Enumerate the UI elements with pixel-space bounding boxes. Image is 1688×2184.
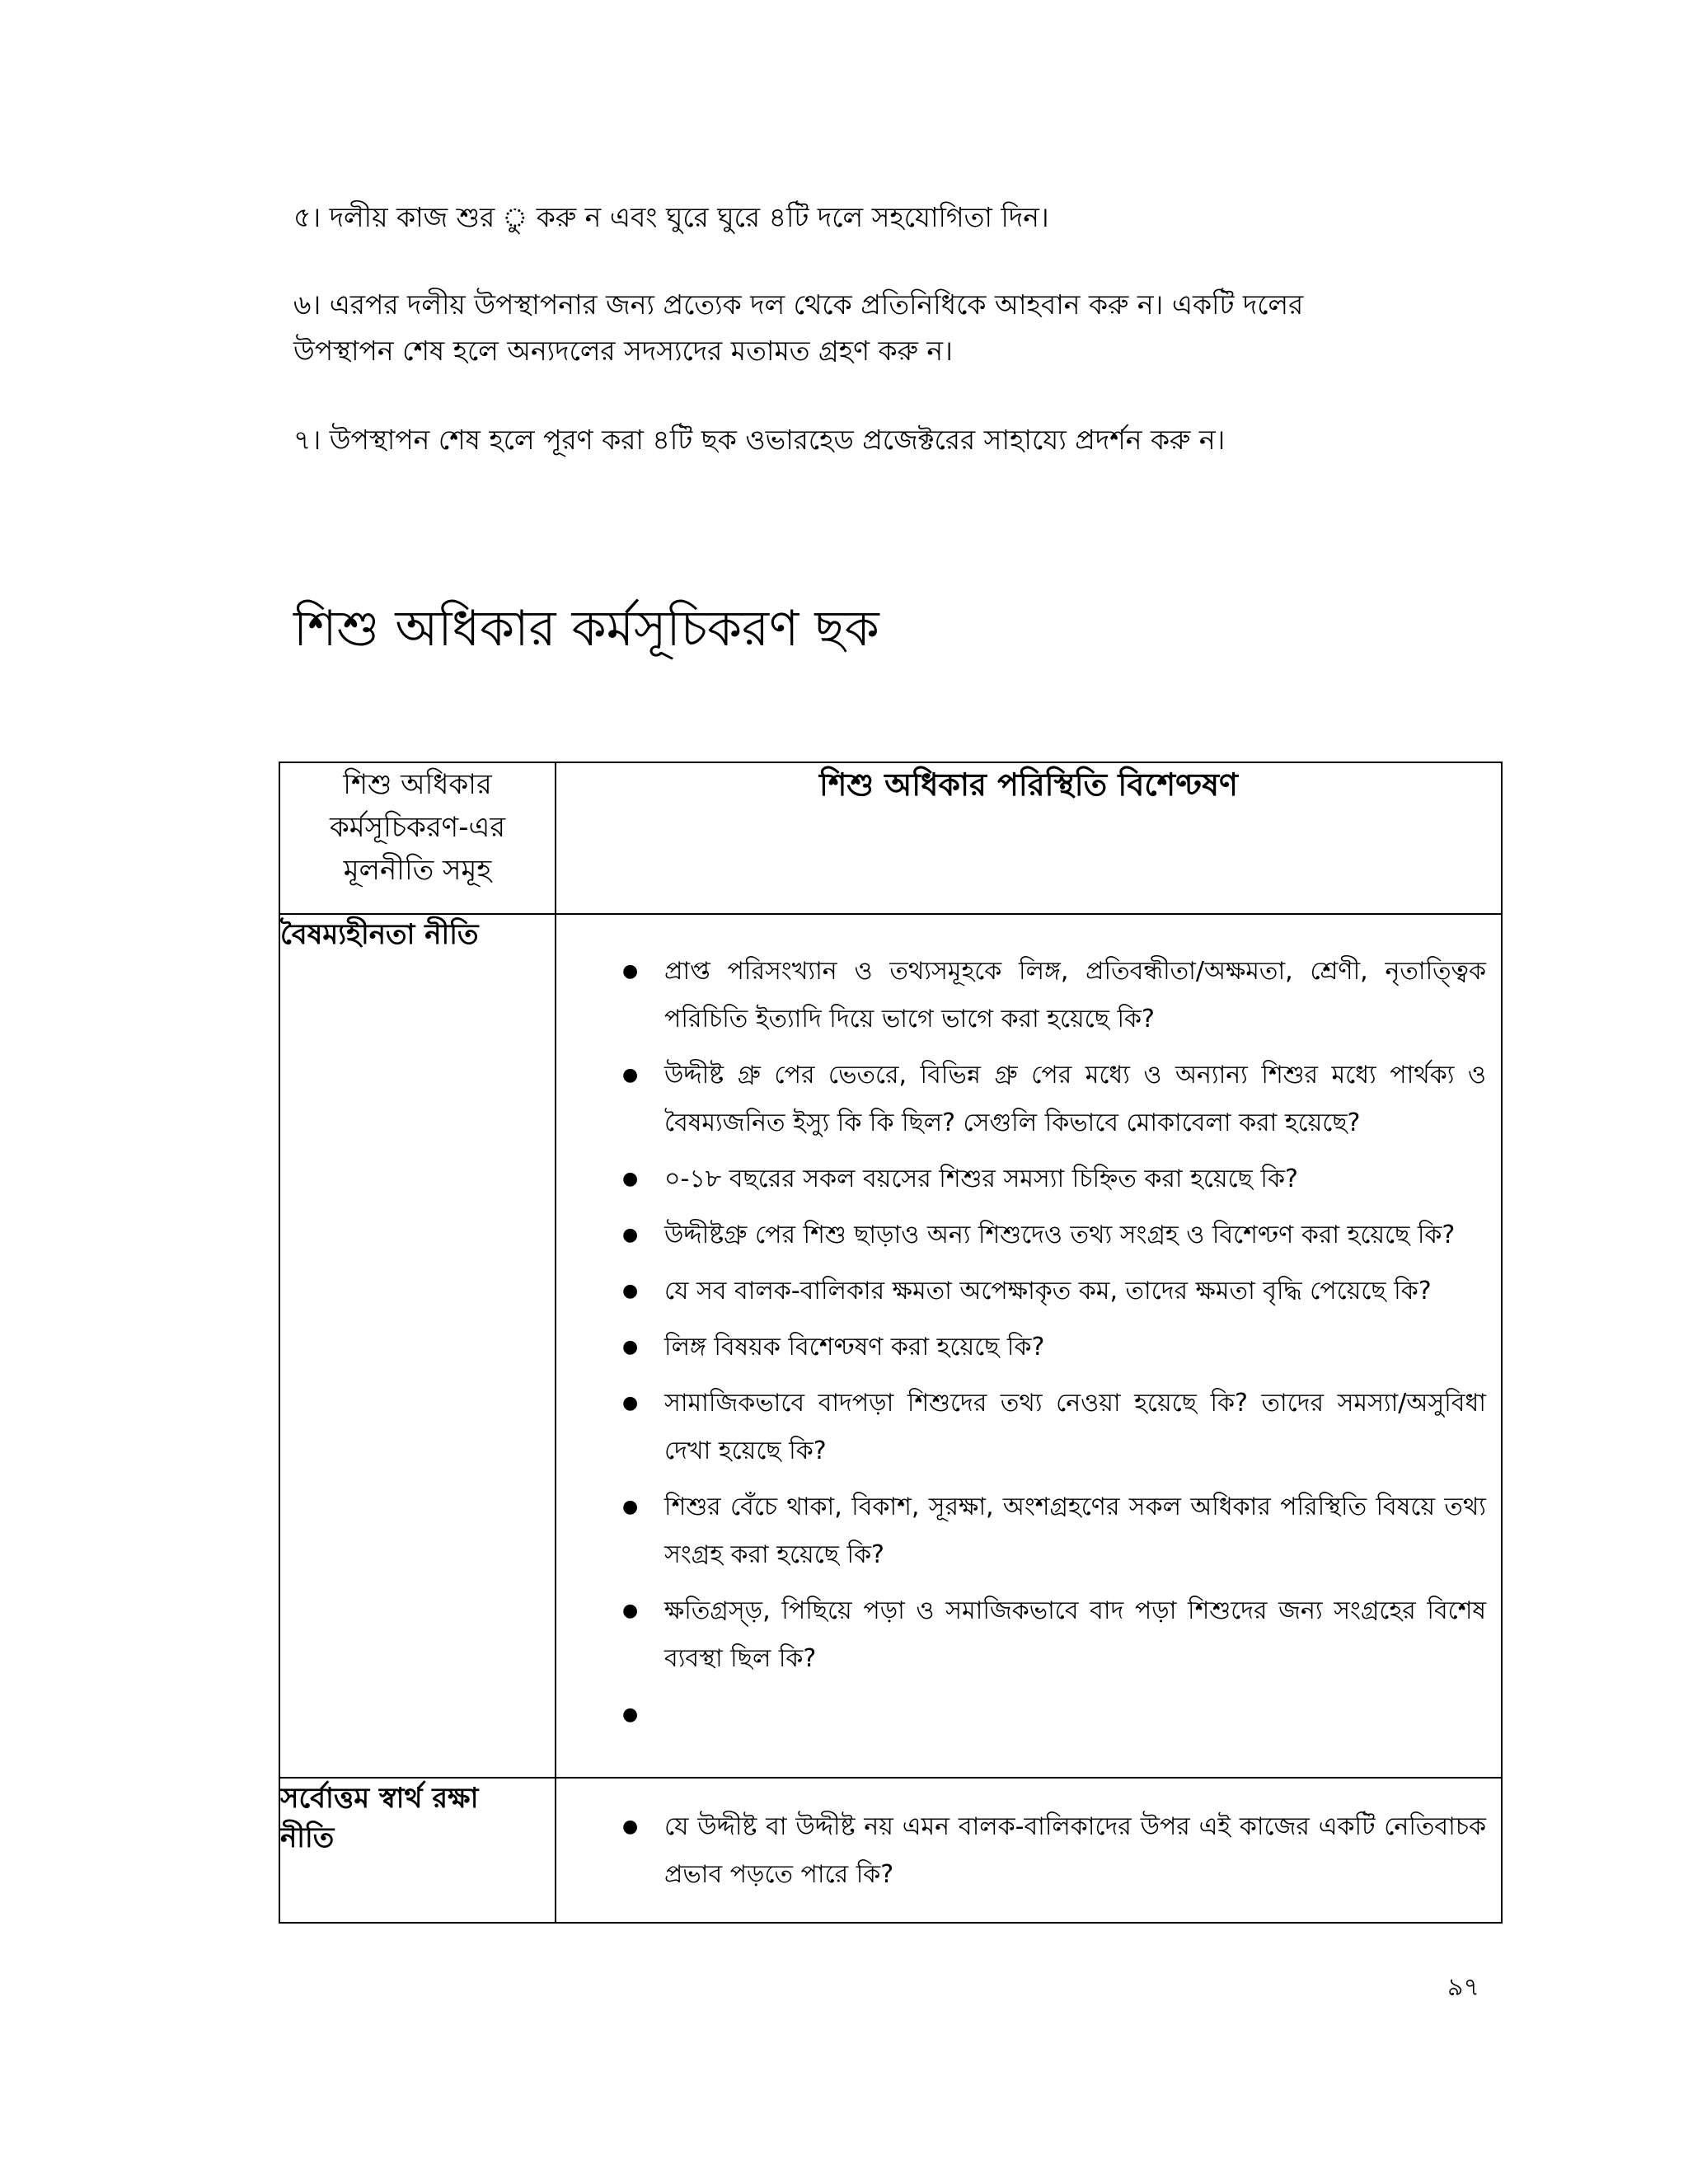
- list-item: [556, 1483, 1501, 1579]
- bullet-icon: ●: [622, 1281, 639, 1301]
- principle-cell: [279, 914, 556, 1778]
- question-text: যে উদ্দীষ্ট বা উদ্দীষ্ট নয় এমন বালক-বালিকাদের উপর এই কাজের একটি নেতিবাচক প্রভাব পড়তে পারে কি?: [664, 1812, 1486, 1889]
- bullet-icon: ●: [622, 1601, 639, 1621]
- question-text: যে সব বালক-বালিকার ক্ষমতা অপেক্ষাকৃত কম, তাদের ক্ষমতা বৃদ্ধি পেয়েছে কি?: [664, 1277, 1432, 1305]
- question-text: শিশুর বেঁচে থাকা, বিকাশ, সূরক্ষা, অংশগ্রহণের সকল অধিকার পরিস্থিতি বিষয়ে তথ্য সংগ্রহ করা হয়েছে কি?: [664, 1493, 1486, 1569]
- question-list: [556, 1779, 1501, 1899]
- list-item: [556, 1803, 1501, 1899]
- question-text: লিঙ্গ বিষয়ক বিশেণ্ঢষণ করা হয়েছে কি?: [664, 1333, 1045, 1361]
- bullet-icon: ●: [622, 1393, 639, 1413]
- principle-label: নীতি: [280, 1821, 335, 1854]
- step-6-line-1: ৬। এরপর দলীয় উপস্থাপনার জন্য প্রত্যেক দল থেকে প্রতিনিধিকে আহবান করু ন। একটি দলের: [293, 288, 1304, 321]
- bullet-icon: ●: [622, 1225, 639, 1245]
- question-text: উদ্দীষ্টগ্রু পের শিশু ছাড়াও অন্য শিশুদেও তথ্য সংগ্রহ ও বিশেণ্ঢণ করা হয়েছে কি?: [664, 1221, 1456, 1249]
- bullet-icon: ●: [622, 961, 639, 982]
- list-item: [556, 1324, 1501, 1371]
- question-text: সামাজিকভাবে বাদপড়া শিশুদের তথ্য নেওয়া হয়েছে কি? তাদের সমস্যা/অসুবিধা দেখা হয়েছে কি?: [664, 1389, 1486, 1465]
- page-number: ৯৭: [1447, 1973, 1479, 2002]
- question-text: উদ্দীষ্ট গ্রু পের ভেতরে, বিভিন্ন গ্রু পের মধ্যে ও অন্যান্য শিশুর মধ্যে পার্থক্য ও বৈষম্যজনিত ইস্যু কি কি ছিল? সেগুলি কিভাবে মোকাবেলা করা হয়েছে?: [664, 1061, 1486, 1137]
- questions-cell: [556, 1778, 1502, 1923]
- step-7-paragraph: ৭। উপস্থাপন শেষ হলে পূরণ করা ৪টি ছক ওভারহেড প্রজেক্টরের সাহায্যে প্রদর্শন করু ন।: [293, 424, 1226, 456]
- bullet-icon: ●: [622, 1704, 639, 1725]
- bullet-icon: ●: [622, 1065, 639, 1085]
- bullet-icon: ●: [622, 1497, 639, 1517]
- step-5-paragraph: ৫। দলীয় কাজ শুর ু করু ন এবং ঘুরে ঘুরে ৪টি দলে সহযোগিতা দিন।: [293, 201, 1049, 233]
- section-heading: শিশু অধিকার কর্মসূচিকরণ ছক: [293, 600, 879, 658]
- question-text: ক্ষতিগ্রস্ড়, পিছিয়ে পড়া ও সমাজিকভাবে বাদ পড়া শিশুদের জন্য সংগ্রহের বিশেষ ব্যবস্থা ছিল কি?: [664, 1596, 1486, 1673]
- question-text: ০-১৮ বছরের সকল বয়সের শিশুর সমস্যা চিহ্নিত করা হয়েছে কি?: [664, 1165, 1298, 1193]
- list-item: [556, 1587, 1501, 1683]
- table-row: [279, 914, 1502, 1778]
- step-6-paragraph: [293, 282, 1513, 374]
- step-6-line-2: উপস্থাপন শেষ হলে অন্যদলের সদস্যদের মতামত গ্রহণ করু ন।: [293, 335, 953, 367]
- header-principles-line: মূলনীতি সমূহ: [343, 854, 492, 887]
- header-principles-cell: [279, 762, 556, 914]
- question-text: প্রাপ্ত পরিসংখ্যান ও তথ্যসমূহকে লিঙ্গ, প্রতিবন্ধীতা/অক্ষমতা, শ্রেণী, নৃতাত্ত্বিক পরিচিতি ইত্যাদি দিয়ে ভাগে ভাগে করা হয়েছে কি?: [664, 957, 1486, 1033]
- list-item: [556, 1268, 1501, 1315]
- principle-cell: [279, 1778, 556, 1923]
- analysis-table: [279, 762, 1503, 1924]
- list-item: [556, 1052, 1501, 1147]
- bullet-icon: ●: [622, 1816, 639, 1837]
- header-analysis-cell: শিশু অধিকার পরিস্থিতি বিশেণ্ঢষণ: [556, 762, 1502, 914]
- question-text: [664, 1700, 673, 1729]
- questions-cell: [556, 914, 1502, 1778]
- table-row: [279, 1778, 1502, 1923]
- bullet-icon: ●: [622, 1169, 639, 1189]
- table-header-row: [279, 762, 1502, 914]
- principle-label: সর্বোত্তম স্বার্থ রক্ষা: [280, 1782, 479, 1815]
- list-item: [556, 1212, 1501, 1259]
- list-item: [556, 1155, 1501, 1203]
- list-item: [556, 948, 1501, 1043]
- list-item: [556, 1691, 1501, 1739]
- question-list: [556, 915, 1501, 1739]
- principle-label: বৈষম্যহীনতা নীতি: [280, 918, 479, 951]
- header-principles-line: শিশু অধিকার: [343, 768, 492, 801]
- header-principles-line: কর্মসূচিকরণ-এর: [329, 811, 506, 844]
- bullet-icon: ●: [622, 1337, 639, 1357]
- list-item: [556, 1380, 1501, 1475]
